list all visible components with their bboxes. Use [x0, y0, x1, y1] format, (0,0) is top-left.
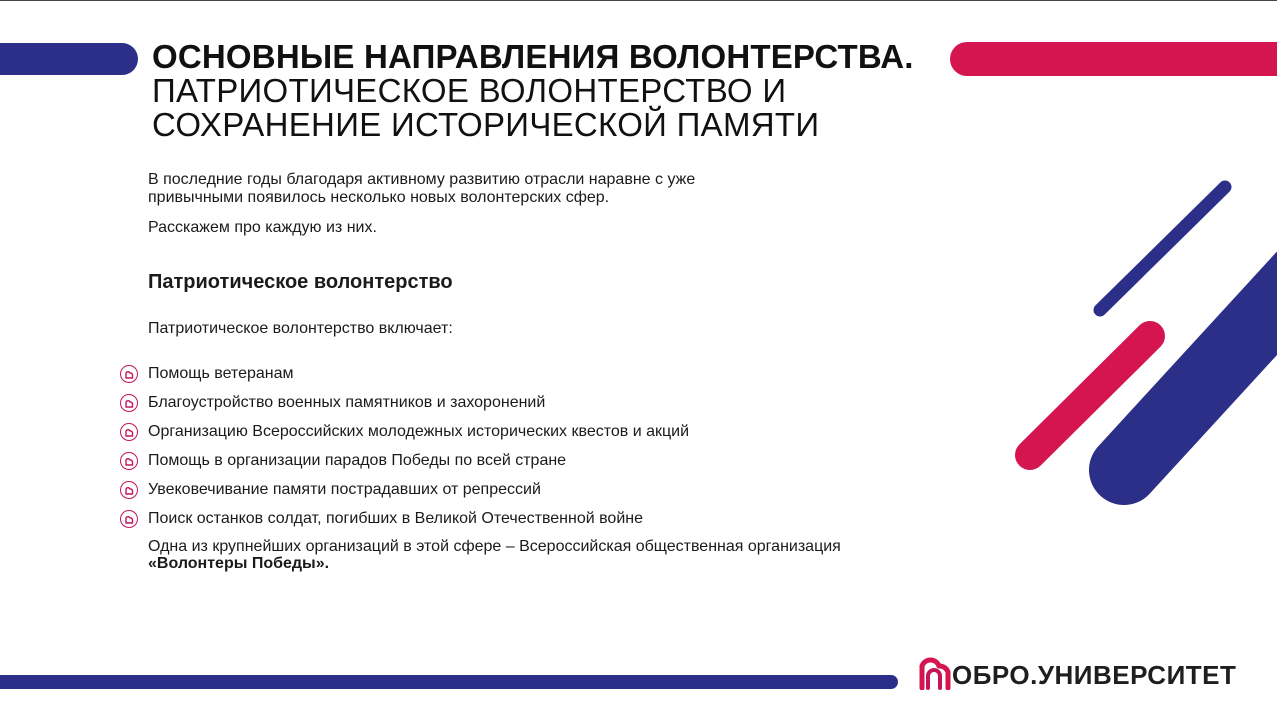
page-title	[152, 40, 914, 142]
heart-d-icon	[120, 423, 138, 441]
decorative-stripes	[1000, 170, 1277, 510]
list-item	[120, 359, 689, 388]
deco-stripe-thin	[1100, 187, 1225, 310]
list-item-text: Помощь в организации парадов Победы по всей стране	[148, 451, 567, 469]
outro-text: Одна из крупнейших организаций в этой сфере – Всероссийская общественная организация	[148, 538, 841, 555]
title-line-3: СОХРАНЕНИЕ ИСТОРИЧЕСКОЙ ПАМЯТИ	[152, 106, 820, 143]
section-heading: Патриотическое волонтерство	[148, 271, 453, 293]
bottom-accent-bar	[0, 675, 898, 689]
bullet-list	[120, 359, 689, 533]
list-item	[120, 504, 689, 533]
heart-d-icon	[120, 452, 138, 470]
intro-paragraph: В последние годы благодаря активному развитию отрасли наравне с уже привычными появилось несколько новых волонтерских сфер.	[148, 171, 696, 206]
heart-d-icon	[120, 394, 138, 412]
outro-highlight: «Волонтеры Победы».	[148, 555, 330, 572]
list-item	[120, 475, 689, 504]
outro-paragraph	[148, 538, 848, 572]
d-heart-logo-icon	[918, 654, 952, 690]
list-item-text: Организацию Всероссийских молодежных исторических квестов и акций	[148, 422, 690, 440]
list-item	[120, 388, 689, 417]
list-item-text: Увековечивание памяти пострадавших от репрессий	[148, 480, 541, 498]
intro-second: Расскажем про каждую из них.	[148, 219, 377, 236]
list-item	[120, 417, 689, 446]
list-item-text: Помощь ветеранам	[148, 364, 294, 382]
heart-d-icon	[120, 510, 138, 528]
list-item-text: Благоустройство военных памятников и захоронений	[148, 393, 546, 411]
heart-d-icon	[120, 481, 138, 499]
list-item	[120, 446, 689, 475]
dobro-university-logo	[918, 654, 1236, 690]
title-line-2: ПАТРИОТИЧЕСКОЕ ВОЛОНТЕРСТВО И	[152, 72, 787, 109]
title-line-1: ОСНОВНЫЕ НАПРАВЛЕНИЯ ВОЛОНТЕРСТВА.	[152, 38, 914, 75]
heart-d-icon	[120, 365, 138, 383]
accent-bar-right	[950, 42, 1277, 76]
top-divider	[0, 0, 1277, 1]
list-item-text: Поиск останков солдат, погибших в Великой Отечественной войне	[148, 509, 643, 527]
list-intro: Патриотическое волонтерство включает:	[148, 320, 453, 337]
logo-text: ОБРО.УНИВЕРСИТЕТ	[952, 660, 1237, 690]
accent-bar-left	[0, 43, 138, 75]
